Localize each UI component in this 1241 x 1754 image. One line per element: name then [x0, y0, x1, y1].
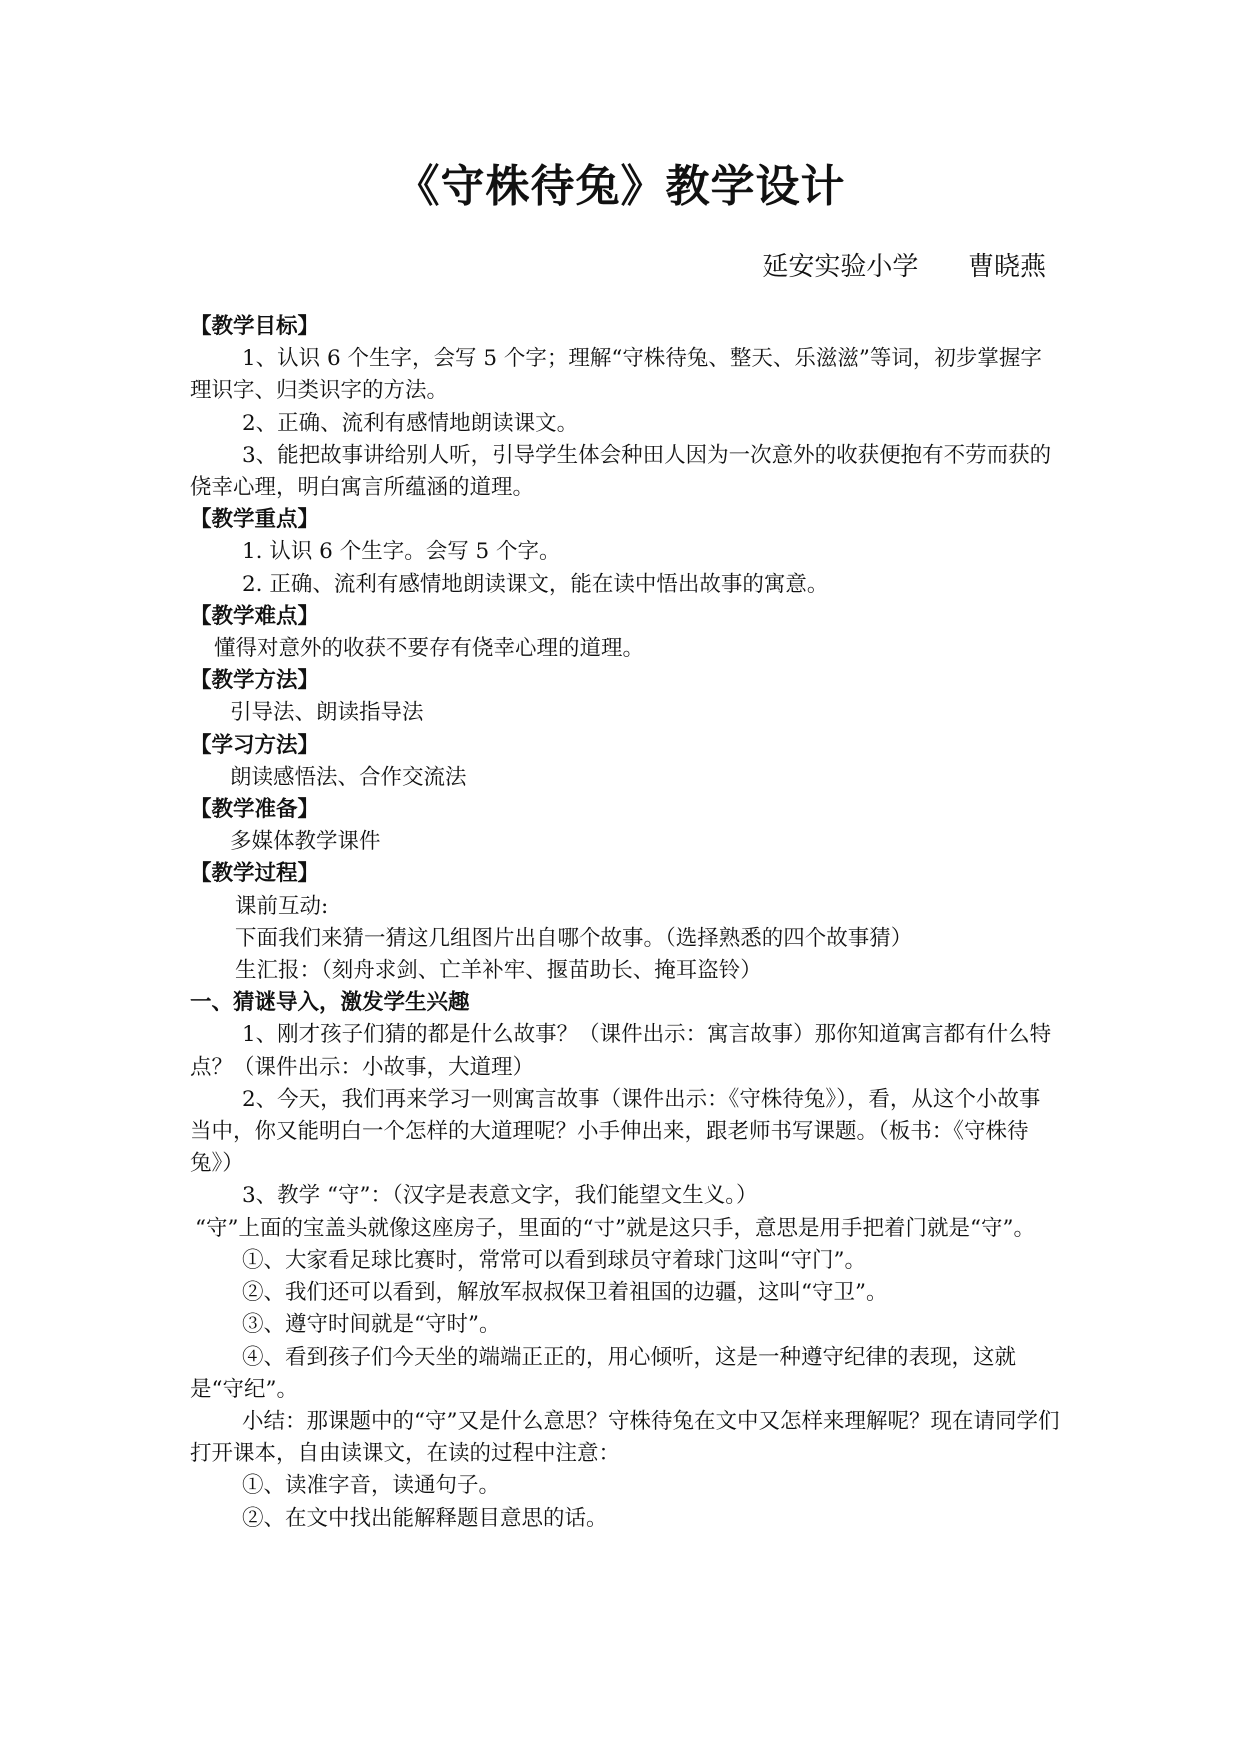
paragraph: 多媒体教学课件	[230, 829, 381, 855]
paragraph: 2、今天，我们再来学习一则寓言故事（课件出示：《守株待兔》），看，从这个小故事当中，你又能明白一个怎样的大道理呢？小手伸出来，跟老师书写课题。（板书：《守株待兔》）	[190, 1086, 1041, 1177]
paragraph: ④、看到孩子们今天坐的端端正正的，用心倾听，这是一种遵守纪律的表现，这就是“守纪”。	[190, 1344, 1017, 1402]
section-heading: 【教学目标】	[190, 314, 320, 339]
paragraph: 课前互动:	[235, 893, 329, 919]
document-body	[190, 311, 1060, 1535]
document-author: 延安实验小学 曹晓燕	[762, 252, 1046, 282]
paragraph: 1、认识 6 个生字，会写 5 个字；理解“守株待兔、整天、乐滋滋”等词，初步掌握字理识字、归类识字的方法。	[190, 346, 1042, 404]
paragraph: 1. 认识 6 个生字。会写 5 个字。	[242, 539, 561, 565]
paragraph: 生汇报：（刻舟求剑、亡羊补牢、揠苗助长、掩耳盗铃）	[235, 958, 762, 984]
document-title: 《守株待兔》教学设计	[395, 161, 846, 212]
section-heading: 【教学方法】	[190, 668, 320, 694]
paragraph: 2. 正确、流利有感情地朗读课文，能在读中悟出故事的寓意。	[242, 571, 829, 597]
paragraph: 朗读感悟法、合作交流法	[230, 764, 467, 790]
paragraph: 小结：那课题中的“守”又是什么意思？守株待兔在文中又怎样来理解呢？现在请同学们打开课本，自由读课文，在读的过程中注意：	[190, 1408, 1060, 1467]
paragraph: ③、遵守时间就是“守时”。	[242, 1312, 501, 1338]
paragraph: ②、我们还可以看到，解放军叔叔保卫着祖国的边疆，这叫“守卫”。	[242, 1280, 888, 1306]
paragraph: ②、在文中找出能解释题目意思的话。	[242, 1505, 608, 1531]
paragraph: 1、刚才孩子们猜的都是什么故事？（课件出示：寓言故事）那你知道寓言都有什么特点？（课件出示：小故事，大道理）	[190, 1022, 1052, 1080]
paragraph: ①、大家看足球比赛时，常常可以看到球员守着球门这叫“守门”。	[242, 1247, 866, 1273]
paragraph: 3、教学 “守”：（汉字是表意文字，我们能望文生义。）	[242, 1183, 758, 1209]
paragraph: “守”上面的宝盖头就像这座房子，里面的“寸”就是这只手，意思是用手把着门就是“守”。	[195, 1215, 1035, 1241]
section-heading: 【学习方法】	[190, 732, 320, 758]
section-heading: 【教学过程】	[190, 861, 320, 887]
paragraph: 下面我们来猜一猜这几组图片出自哪个故事。（选择熟悉的四个故事猜）	[235, 925, 913, 951]
section-heading: 【教学重点】	[190, 507, 320, 533]
paragraph: 引导法、朗读指导法	[230, 700, 424, 726]
paragraph: ①、读准字音，读通句子。	[242, 1473, 501, 1499]
paragraph: 2、正确、流利有感情地朗读课文。	[242, 410, 579, 436]
section-heading: 【教学难点】	[190, 603, 320, 629]
paragraph: 懂得对意外的收获不要存有侥幸心理的道理。	[214, 636, 645, 662]
paragraph: 3、能把故事讲给别人听，引导学生体会种田人因为一次意外的收获便抱有不劳而获的侥幸心理，明白寓言所蕴涵的道理。	[190, 442, 1052, 501]
section-heading: 一、猜谜导入，激发学生兴趣	[190, 990, 470, 1016]
section-heading: 【教学准备】	[190, 797, 320, 823]
